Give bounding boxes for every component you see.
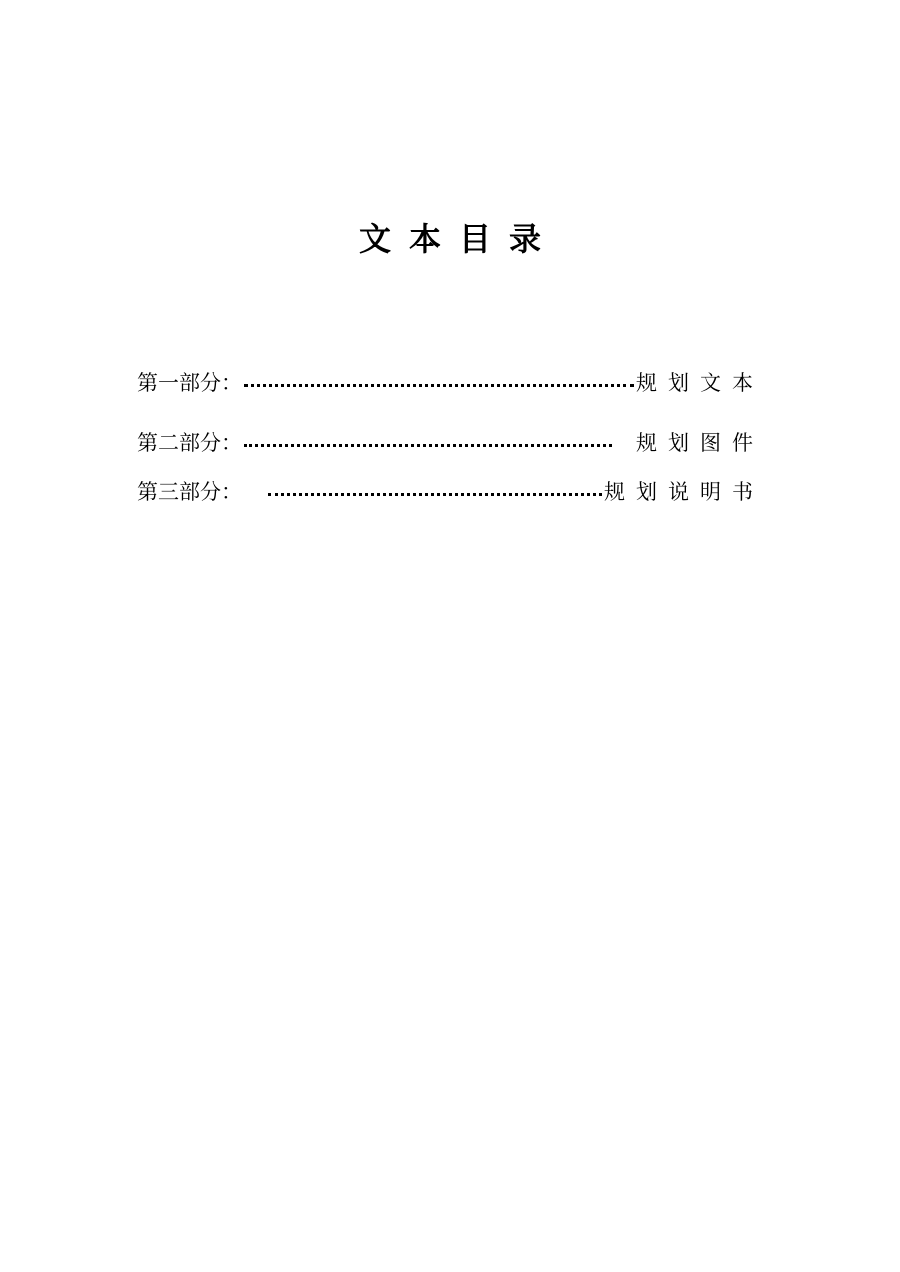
toc-entry [137, 477, 764, 507]
toc-section-title: 规划文本 [636, 371, 764, 395]
toc-section-title: 规划说明书 [604, 480, 764, 504]
page-title: 文本目录 [358, 220, 559, 258]
toc-part-label: 第二部分： [137, 431, 242, 455]
toc-entry [137, 428, 764, 458]
toc-dot-leader [242, 428, 636, 458]
toc-entry [137, 368, 764, 398]
toc-section-title: 规划图件 [636, 431, 764, 455]
toc-part-label: 第三部分： [137, 480, 242, 504]
toc-part-label: 第一部分： [137, 371, 242, 395]
toc-dot-leader [242, 477, 604, 507]
toc-dot-leader [242, 368, 636, 398]
